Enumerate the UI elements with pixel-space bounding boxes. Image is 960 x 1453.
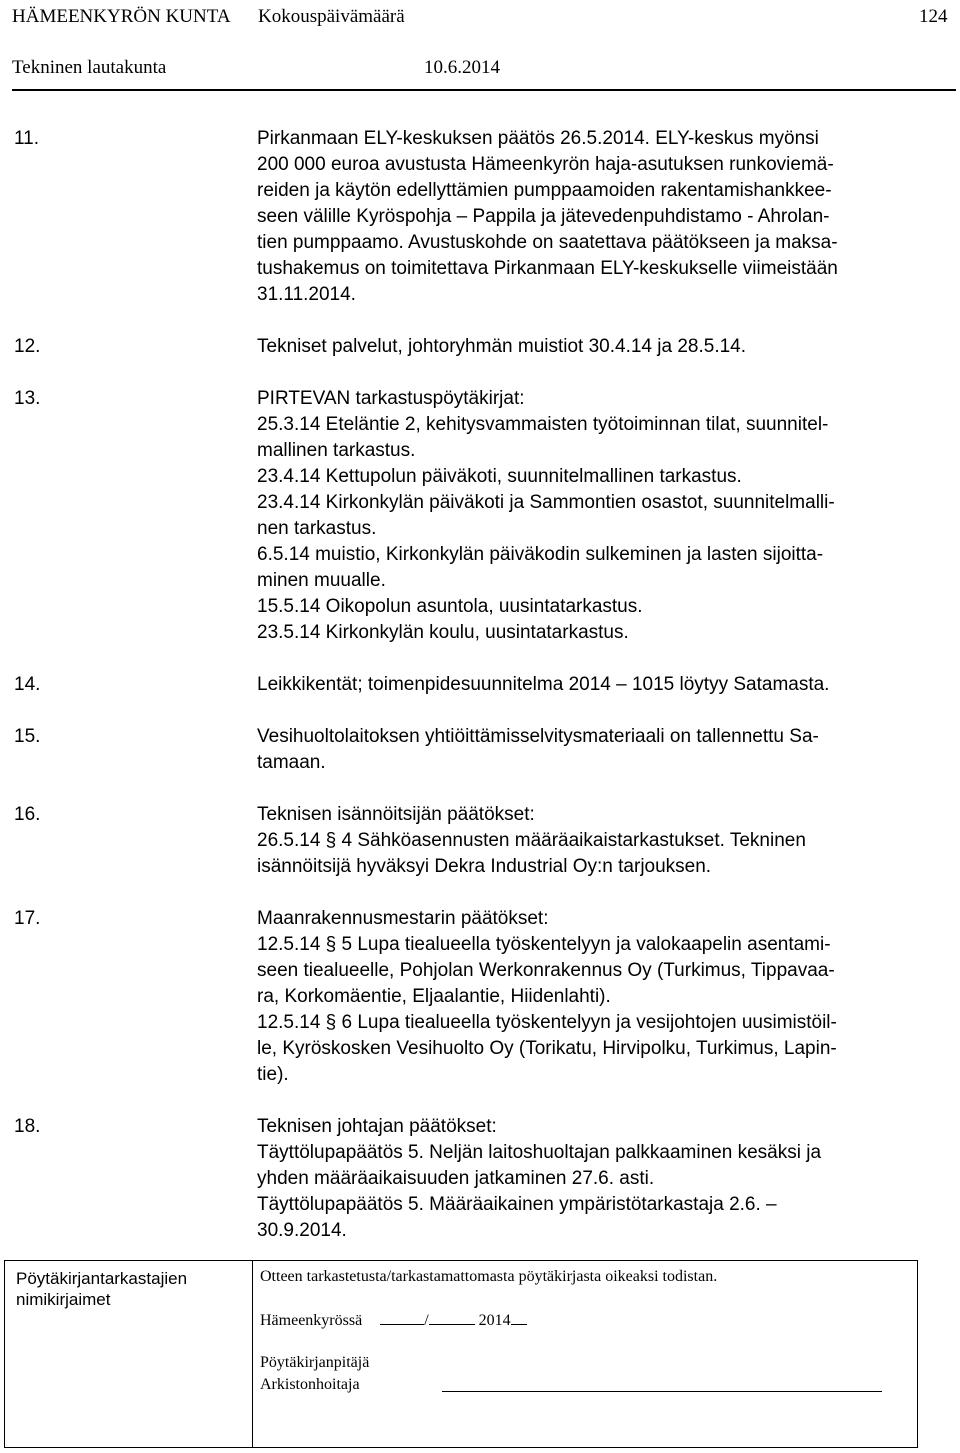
text-line: tien pumppaamo. Avustuskohde on saatettava päätökseen ja maksa- (257, 232, 838, 253)
agenda-item (0, 334, 960, 360)
text-line: 6.5.14 muistio, Kirkonkylän päiväkodin sulkeminen ja lasten sijoitta- (257, 544, 824, 565)
text-line: 25.3.14 Eteläntie 2, kehitysvammaisten työtoiminnan tilat, suunnitel- (257, 414, 829, 435)
item-text (257, 1114, 937, 1244)
text-line: PIRTEVAN tarkastuspöytäkirjat: (257, 388, 525, 409)
text-line: reiden ja käytön edellyttämien pumppaamoiden rakentamishankkee- (257, 180, 832, 201)
committee-name: Tekninen lautakunta (12, 57, 167, 78)
item-text (257, 906, 937, 1088)
text-line: 30.9.2014. (257, 1220, 347, 1241)
signature-footer (4, 1260, 918, 1448)
text-line: 26.5.14 § 4 Sähköasennusten määräaikaistarkastukset. Tekninen (257, 830, 806, 851)
text-line: seen välille Kyröspohja – Pappila ja jätevedenpuhdistamo - Ahrolan- (257, 206, 830, 227)
initials-label-line1: Pöytäkirjantarkastajien (16, 1269, 188, 1288)
initials-label-line2: nimikirjaimet (16, 1290, 111, 1309)
text-line: Teknisen isännöitsijän päätökset: (257, 804, 535, 825)
text-line: yhden määräaikaisuuden jatkaminen 27.6. asti. (257, 1168, 655, 1189)
year-blank (511, 1310, 527, 1325)
date-slash: / (424, 1312, 429, 1329)
text-line: Tekniset palvelut, johtoryhmän muistiot 30.4.14 ja 28.5.14. (257, 336, 747, 357)
text-line: 12.5.14 § 6 Lupa tiealueella työskentelyyn ja vesijohtojen uusimistöil- (257, 1012, 837, 1033)
text-line: ra, Korkomäentie, Eljaalantie, Hiidenlahti). (257, 986, 611, 1007)
header-divider (12, 89, 956, 91)
text-line: tamaan. (257, 752, 326, 773)
text-line: 200 000 euroa avustusta Hämeenkyrön haja-asutuksen runkoviemä- (257, 154, 834, 175)
footer-initials-label (16, 1268, 187, 1310)
text-line: 31.11.2014. (257, 284, 356, 305)
agenda-item (0, 802, 960, 880)
agenda-item (0, 126, 960, 308)
agenda-item (0, 906, 960, 1088)
item-text (257, 334, 937, 360)
month-blank (429, 1310, 475, 1325)
meeting-date: 10.6.2014 (424, 57, 500, 78)
text-line: Maanrakennusmestarin päätökset: (257, 908, 549, 929)
agenda-item (0, 724, 960, 776)
item-number: 12. (14, 336, 41, 357)
text-line: Vesihuoltolaitoksen yhtiöittämisselvitysmateriaali on tallennettu Sa- (257, 726, 819, 747)
text-line: Pirkanmaan ELY-keskuksen päätös 26.5.2014. ELY-keskus myönsi (257, 128, 819, 149)
item-number: 13. (14, 388, 41, 409)
text-line: seen tiealueelle, Pohjolan Werkonrakennus Oy (Turkimus, Tippavaa- (257, 960, 835, 981)
day-blank (380, 1310, 424, 1325)
text-line: nen tarkastus. (257, 518, 377, 539)
text-line: minen muualle. (257, 570, 386, 591)
agenda-item (0, 1114, 960, 1244)
text-line: 23.5.14 Kirkonkylän koulu, uusintatarkastus. (257, 622, 629, 643)
role-archivist: Arkistonhoitaja (260, 1376, 360, 1393)
text-line: le, Kyröskosken Vesihuolto Oy (Torikatu, Hirvipolku, Turkimus, Lapin- (257, 1038, 837, 1059)
item-text (257, 386, 937, 646)
text-line: tushakemus on toimitettava Pirkanmaan ELY-keskukselle viimeistään (257, 258, 838, 279)
agenda-items (0, 126, 960, 1270)
role-secretary: Pöytäkirjanpitäjä (260, 1354, 370, 1371)
item-text (257, 672, 937, 698)
signature-line (442, 1391, 882, 1392)
item-number: 16. (14, 804, 41, 825)
item-number: 18. (14, 1116, 41, 1137)
text-line: Leikkikentät; toimenpidesuunnitelma 2014 – 1015 löytyy Satamasta. (257, 674, 830, 695)
item-number: 11. (14, 128, 40, 149)
agenda-item (0, 386, 960, 646)
place-name: Hämeenkyrössä (260, 1312, 363, 1329)
text-line: 23.4.14 Kettupolun päiväkoti, suunnitelmallinen tarkastus. (257, 466, 742, 487)
document-type: Kokouspäivämäärä (258, 6, 405, 27)
text-line: 15.5.14 Oikopolun asuntola, uusintatarkastus. (257, 596, 643, 617)
text-line: isännöitsijä hyväksyi Dekra Industrial Oy:n tarjouksen. (257, 856, 712, 877)
text-line: Täyttölupapäätös 5. Neljän laitoshuoltajan palkkaaminen kesäksi ja (257, 1142, 822, 1163)
text-line: tie). (257, 1064, 289, 1085)
text-line: mallinen tarkastus. (257, 440, 416, 461)
text-line: Teknisen johtajan päätökset: (257, 1116, 497, 1137)
text-line: 12.5.14 § 5 Lupa tiealueella työskentelyyn ja valokaapelin asentami- (257, 934, 831, 955)
year: 2014 (478, 1312, 511, 1329)
footer-divider (252, 1261, 253, 1447)
agenda-item (0, 672, 960, 698)
page-number: 124 (919, 6, 948, 27)
item-number: 14. (14, 674, 41, 695)
item-text (257, 724, 937, 776)
text-line: Täyttölupapäätös 5. Määräaikainen ympäristötarkastaja 2.6. – (257, 1194, 777, 1215)
text-line: 23.4.14 Kirkonkylän päiväkoti ja Sammontien osastot, suunnitelmalli- (257, 492, 835, 513)
item-number: 15. (14, 726, 41, 747)
item-text (257, 126, 937, 308)
place-date-line (260, 1310, 527, 1330)
municipality-name: HÄMEENKYRÖN KUNTA (12, 6, 231, 27)
certification-text: Otteen tarkastetusta/tarkastamattomasta pöytäkirjasta oikeaksi todistan. (260, 1268, 718, 1285)
item-number: 17. (14, 908, 41, 929)
item-text (257, 802, 937, 880)
